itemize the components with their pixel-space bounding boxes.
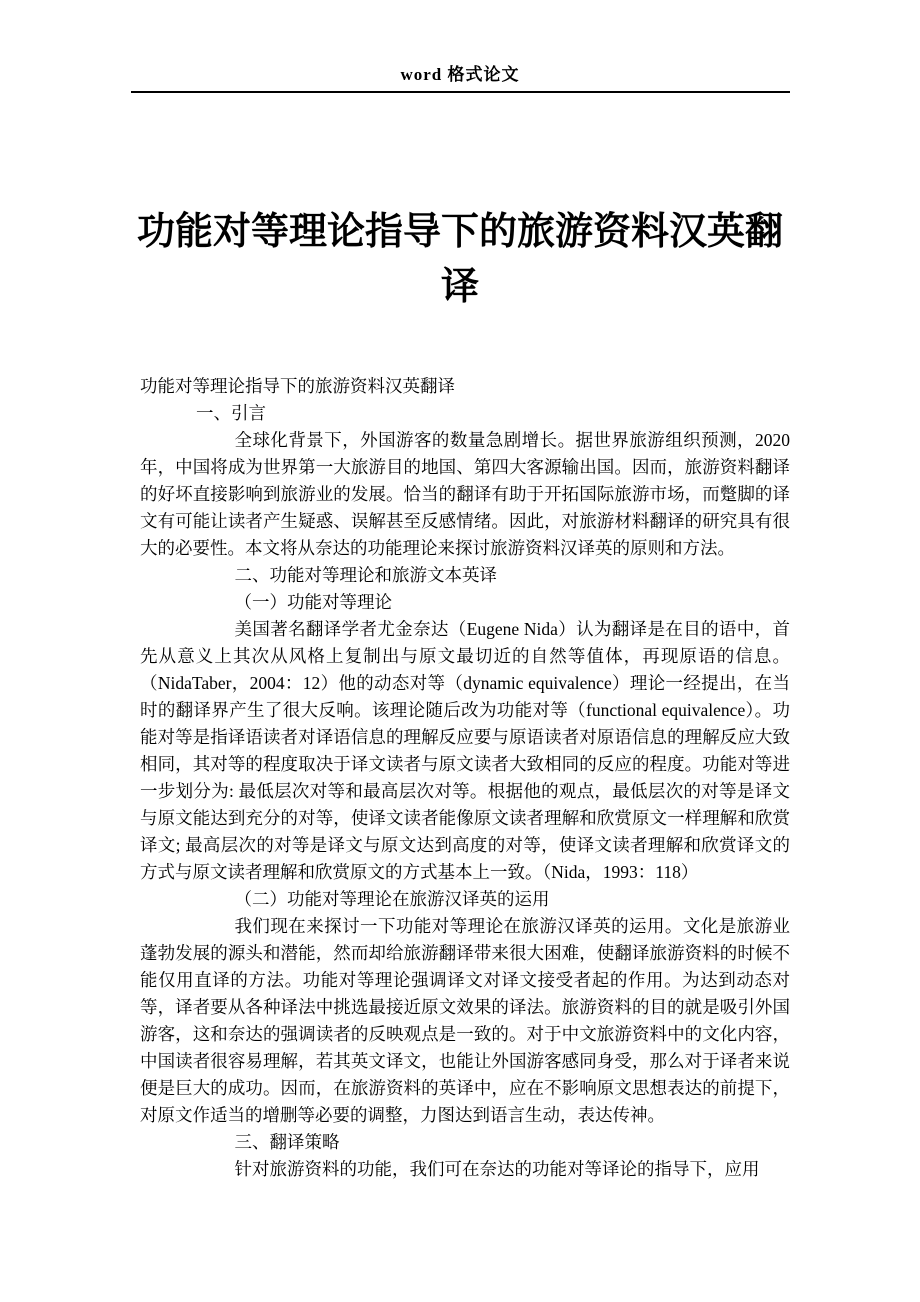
paragraph-introduction: 全球化背景下，外国游客的数量急剧增长。据世界旅游组织预测，2020年，中国将成为世界第一大旅游目的地国、第四大客源输出国。因而，旅游资料翻译的好坏直接影响到旅游业的发展。恰当的翻译有助于开拓国际旅游市场，而蹩脚的译文有可能让读者产生疑惑、误解甚至反感情绪。因此，对旅游材料翻译的研究具有很大的必要性。本文将从奈达的功能理论来探讨旅游资料汉译英的原则和方法。 (140, 430, 790, 558)
paragraph-application: 我们现在来探讨一下功能对等理论在旅游汉译英的运用。文化是旅游业蓬勃发展的源头和潜能，然而却给旅游翻译带来很大困难，使翻译旅游资料的时候不能仅用直译的方法。功能对等理论强调译文对译文接受者起的作用。为达到动态对等，译者要从各种译法中挑选最接近原文效果的译法。旅游资料的目的就是吸引外国游客，这和奈达的强调读者的反映观点是一致的。对于中文旅游资料中的文化内容，中国读者很容易理解，若其英文译文，也能让外国游客感同身受，那么对于译者来说便是巨大的成功。因而，在旅游资料的英译中，应在不影响原文思想表达的前提下，对原文作适当的增删等必要的调整，力图达到语言生动，表达传神。 (140, 916, 790, 1125)
subsection-heading-1: （一）功能对等理论 (234, 592, 392, 612)
page-header (0, 0, 920, 85)
header-rule (131, 91, 790, 93)
document-title: 功能对等理论指导下的旅游资料汉英翻译 (136, 211, 783, 308)
header-text: word 格式论文 (400, 65, 520, 84)
section-heading-2: 二、功能对等理论和旅游文本英译 (234, 565, 497, 585)
section-heading-3: 三、翻译策略 (234, 1132, 340, 1152)
subsection-heading-2: （二）功能对等理论在旅游汉译英的运用 (234, 889, 550, 909)
section-heading-1: 一、引言 (196, 403, 266, 423)
document-body (140, 373, 790, 1183)
paragraph-theory: 美国著名翻译学者尤金奈达（Eugene Nida）认为翻译是在目的语中，首先从意义上其次从风格上复制出与原文最切近的自然等值体，再现原语的信息。（NidaTaber，2004：12）他的动态对等（dynamic equivalence）理论一经提出，在当时的翻译界产生了很大反响。该理论随后改为功能对等（functional equivalence）。功能对等是指译语读者对译语信息的理解反应要与原语读者对原语信息的理解反应大致相同，其对等的程度取决于译文读者与原文读者大致相同的反应的程度。功能对等进一步划分为: 最低层次对等和最高层次对等。根据他的观点，最低层次的对等是译文与原文能达到充分的对等，使译文读者能像原文读者理解和欣赏原文一样理解和欣赏译文; 最高层次的对等是译文与原文达到高度的对等，使译文读者理解和欣赏译文的方式与原文读者理解和欣赏原文的方式基本上一致。（Nida，1993：118） (140, 619, 790, 882)
paragraph-strategy: 针对旅游资料的功能，我们可在奈达的功能对等译论的指导下，应用 (234, 1159, 760, 1179)
body-title: 功能对等理论指导下的旅游资料汉英翻译 (140, 376, 455, 396)
